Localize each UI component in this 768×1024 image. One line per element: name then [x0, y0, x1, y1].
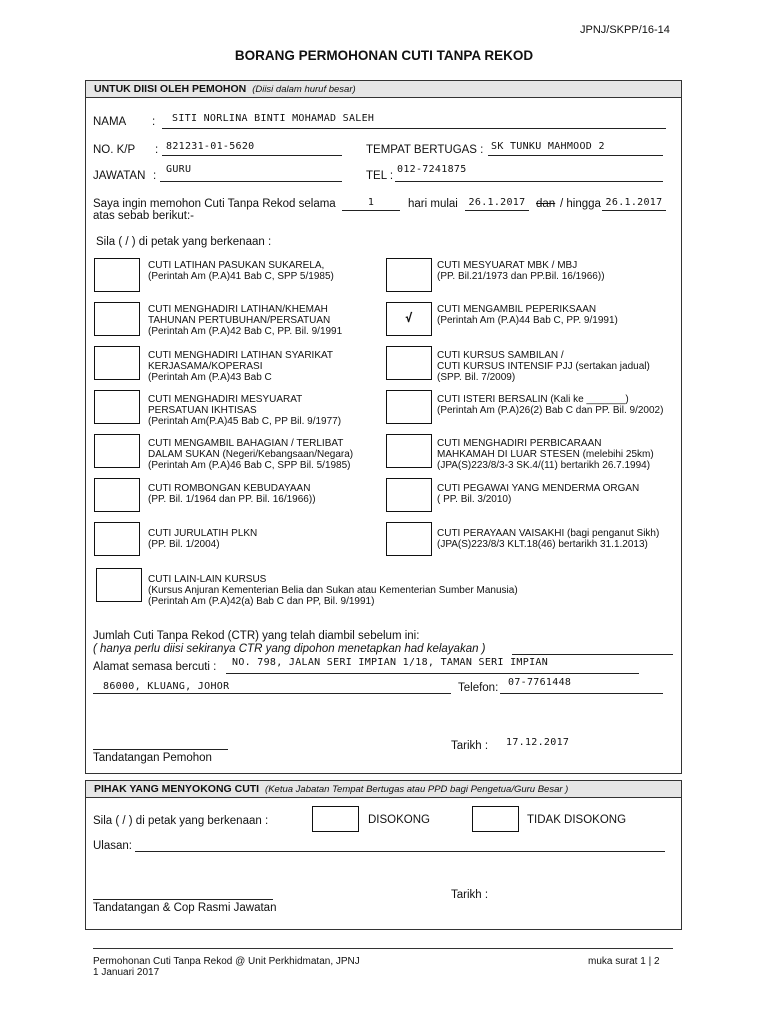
checkbox-perbicaraan-mahkamah[interactable]: [386, 434, 432, 468]
start-date-field[interactable]: [465, 196, 529, 211]
checkbox-tidak-disokong[interactable]: [472, 806, 519, 832]
applicant-section-heading: UNTUK DIISI OLEH PEMOHON: [94, 83, 247, 95]
tidak-disokong-label: TIDAK DISOKONG: [527, 814, 627, 826]
support-signature-label: Tandatangan & Cop Rasmi Jawatan: [93, 902, 277, 914]
applicant-tarikh-field[interactable]: [506, 736, 569, 748]
request-text-d: atas sebab berikut:-: [93, 210, 195, 222]
nokp-field[interactable]: [162, 140, 342, 156]
ulasan-field[interactable]: [135, 836, 665, 852]
telefon-label: Telefon:: [458, 682, 499, 694]
checkbox-kursus-sambilan[interactable]: [386, 346, 432, 380]
ctr-total-field[interactable]: [512, 640, 673, 655]
support-section-header: [85, 780, 682, 798]
dan-struck: dan: [536, 198, 556, 210]
end-date-value: 26.1.2017: [605, 197, 663, 208]
option-vaisakhi: CUTI PERAYAAN VAISAKHI (bagi penganut Sikh) (JPA(S)223/8/3 KLT.18(46) bertarikh 31.1.2013): [437, 528, 660, 550]
checkbox-isteri-bersalin[interactable]: [386, 390, 432, 424]
nama-label: NAMA: [93, 116, 127, 128]
support-instruction: Sila ( / ) di petak yang berkenaan :: [93, 815, 269, 827]
support-section-note: (Ketua Jabatan Tempat Bertugas atau PPD bagi Pengetua/Guru Besar ): [265, 784, 569, 795]
checkbox-vaisakhi[interactable]: [386, 522, 432, 556]
checkbox-rombongan-kebudayaan[interactable]: [94, 478, 140, 512]
checkbox-latihan-khemah[interactable]: [94, 302, 140, 336]
support-section-heading: PIHAK YANG MENYOKONG CUTI: [94, 783, 260, 795]
alamat-field-1[interactable]: [226, 656, 639, 674]
option-rombongan-kebudayaan: CUTI ROMBONGAN KEBUDAYAAN (PP. Bil. 1/1964 dan PP. Bil. 16/1966)): [148, 483, 316, 505]
start-date-value: 26.1.2017: [468, 197, 526, 208]
option-instruction: Sila ( / ) di petak yang berkenaan :: [96, 236, 272, 248]
nama-field[interactable]: [162, 112, 666, 129]
alamat-value-2: 86000, KLUANG, JOHOR: [103, 681, 230, 692]
checkmark-icon: √: [405, 311, 413, 325]
option-derma-organ: CUTI PEGAWAI YANG MENDERMA ORGAN ( PP. Bil. 3/2010): [437, 483, 640, 505]
page-number: muka surat 1 | 2: [588, 956, 660, 967]
checkbox-jurulatih-plkn[interactable]: [94, 522, 140, 556]
applicant-signature-line[interactable]: [93, 738, 228, 750]
days-field[interactable]: [342, 196, 400, 211]
request-text-a: Saya ingin memohon Cuti Tanpa Rekod selama: [93, 198, 336, 210]
checkbox-latihan-pasukan-sukarela[interactable]: [94, 258, 140, 292]
footer-line-2: 1 Januari 2017: [93, 967, 160, 978]
telefon-value: 07-7761448: [508, 677, 572, 688]
applicant-section-header: [85, 80, 682, 98]
jawatan-value: GURU: [166, 164, 192, 175]
telefon-field[interactable]: [500, 676, 663, 694]
option-mesyuarat-mbk: CUTI MESYUARAT MBK / MBJ (PP. Bil.21/1973 dan PP.Bil. 16/1966)): [437, 260, 605, 282]
tel-field[interactable]: [395, 163, 663, 182]
request-text-c: / hingga: [560, 198, 601, 210]
form-title: BORANG PERMOHONAN CUTI TANPA REKOD: [234, 48, 534, 63]
option-mesyuarat-ikhtisas: CUTI MENGHADIRI MESYUARAT PERSATUAN IKHTISAS (Perintah Am(P.A)45 Bab C, PP Bil. 9/1977): [148, 394, 342, 427]
tempat-field[interactable]: [488, 140, 663, 156]
tempat-value: SK TUNKU MAHMOOD 2: [491, 141, 605, 152]
option-jurulatih-plkn: CUTI JURULATIH PLKN (PP. Bil. 1/2004): [148, 528, 258, 550]
checkbox-derma-organ[interactable]: [386, 478, 432, 512]
request-text-b: hari mulai: [408, 198, 458, 210]
option-sukan: CUTI MENGAMBIL BAHAGIAN / TERLIBAT DALAM SUKAN (Negeri/Kebangsaan/Negara) (Perintah Am (P.A)46 Bab C, SPP Bil. 5/1985): [148, 438, 354, 471]
alamat-value-1: NO. 798, JALAN SERI IMPIAN 1/18, TAMAN SERI IMPIAN: [232, 657, 549, 668]
jawatan-label: JAWATAN: [93, 170, 146, 182]
jawatan-field[interactable]: [160, 163, 342, 182]
applicant-tarikh-value: 17.12.2017: [506, 737, 570, 748]
tempat-label: TEMPAT BERTUGAS :: [366, 144, 484, 156]
tel-label: TEL :: [366, 170, 394, 182]
option-isteri-bersalin: CUTI ISTERI BERSALIN (Kali ke _______) (Perintah Am (P.A)26(2) Bab C dan PP. Bil. 9/2002): [437, 394, 664, 416]
option-peperiksaan: CUTI MENGAMBIL PEPERIKSAAN (Perintah Am (P.A)44 Bab C, PP. 9/1991): [437, 304, 618, 326]
checkbox-sukan[interactable]: [94, 434, 140, 468]
document-reference: JPNJ/SKPP/16-14: [580, 24, 670, 36]
nokp-value: 821231-01-5620: [166, 141, 255, 152]
applicant-section-note: (Diisi dalam huruf besar): [252, 84, 356, 95]
option-lain-lain-kursus: CUTI LAIN-LAIN KURSUS (Kursus Anjuran Kementerian Belia dan Sukan atau Kementerian Sumber Manusia) (Perintah Am (P.A)42(a) Bab C dan PP, Bil. 9/1991): [148, 574, 518, 607]
disokong-label: DISOKONG: [368, 814, 430, 826]
checkbox-mesyuarat-ikhtisas[interactable]: [94, 390, 140, 424]
checkbox-mesyuarat-mbk[interactable]: [386, 258, 432, 292]
nama-value: SITI NORLINA BINTI MOHAMAD SALEH: [172, 113, 375, 124]
applicant-signature-label: Tandatangan Pemohon: [93, 752, 212, 764]
option-latihan-khemah: CUTI MENGHADIRI LATIHAN/KHEMAH TAHUNAN PERTUBUHAN/PERSATUAN (Perintah Am (P.A)42 Bab C, PP. Bil. 9/1991: [148, 304, 343, 337]
ulasan-label: Ulasan:: [93, 840, 132, 852]
days-value: 1: [367, 197, 375, 208]
ctr-summary-label: Jumlah Cuti Tanpa Rekod (CTR) yang telah diambil sebelum ini:: [93, 630, 420, 642]
option-latihan-koperasi: CUTI MENGHADIRI LATIHAN SYARIKAT KERJASAMA/KOPERASI (Perintah Am (P.A)43 Bab C: [148, 350, 334, 383]
option-kursus-sambilan: CUTI KURSUS SAMBILAN / CUTI KURSUS INTENSIF PJJ (sertakan jadual) (SPP. Bil. 7/2009): [437, 350, 650, 383]
alamat-label: Alamat semasa bercuti :: [93, 661, 217, 673]
footer-divider: [93, 948, 673, 949]
applicant-tarikh-label: Tarikh :: [451, 740, 489, 752]
checkbox-latihan-koperasi[interactable]: [94, 346, 140, 380]
tel-value: 012-7241875: [397, 164, 467, 175]
support-tarikh-label: Tarikh :: [451, 889, 489, 901]
checkbox-disokong[interactable]: [312, 806, 359, 832]
option-perbicaraan-mahkamah: CUTI MENGHADIRI PERBICARAAN MAHKAMAH DI LUAR STESEN (melebihi 25km) (JPA(S)223/8/3-3 SK.4/(11) bertarikh 26.7.1994): [437, 438, 654, 471]
checkbox-peperiksaan[interactable]: [386, 302, 432, 336]
end-date-field[interactable]: [602, 196, 666, 211]
alamat-field-2[interactable]: [93, 680, 451, 694]
ctr-summary-note: ( hanya perlu diisi sekiranya CTR yang dipohon menetapkan had kelayakan ): [93, 643, 486, 655]
footer-text: [93, 956, 360, 978]
nokp-label: NO. K/P: [93, 144, 136, 156]
footer-line-1: Permohonan Cuti Tanpa Rekod @ Unit Perkhidmatan, JPNJ: [93, 956, 360, 967]
option-latihan-pasukan-sukarela: CUTI LATIHAN PASUKAN SUKARELA, (Perintah Am (P.A)41 Bab C, SPP 5/1985): [148, 260, 334, 282]
support-signature-line[interactable]: [93, 888, 273, 900]
checkbox-lain-lain-kursus[interactable]: [96, 568, 142, 602]
